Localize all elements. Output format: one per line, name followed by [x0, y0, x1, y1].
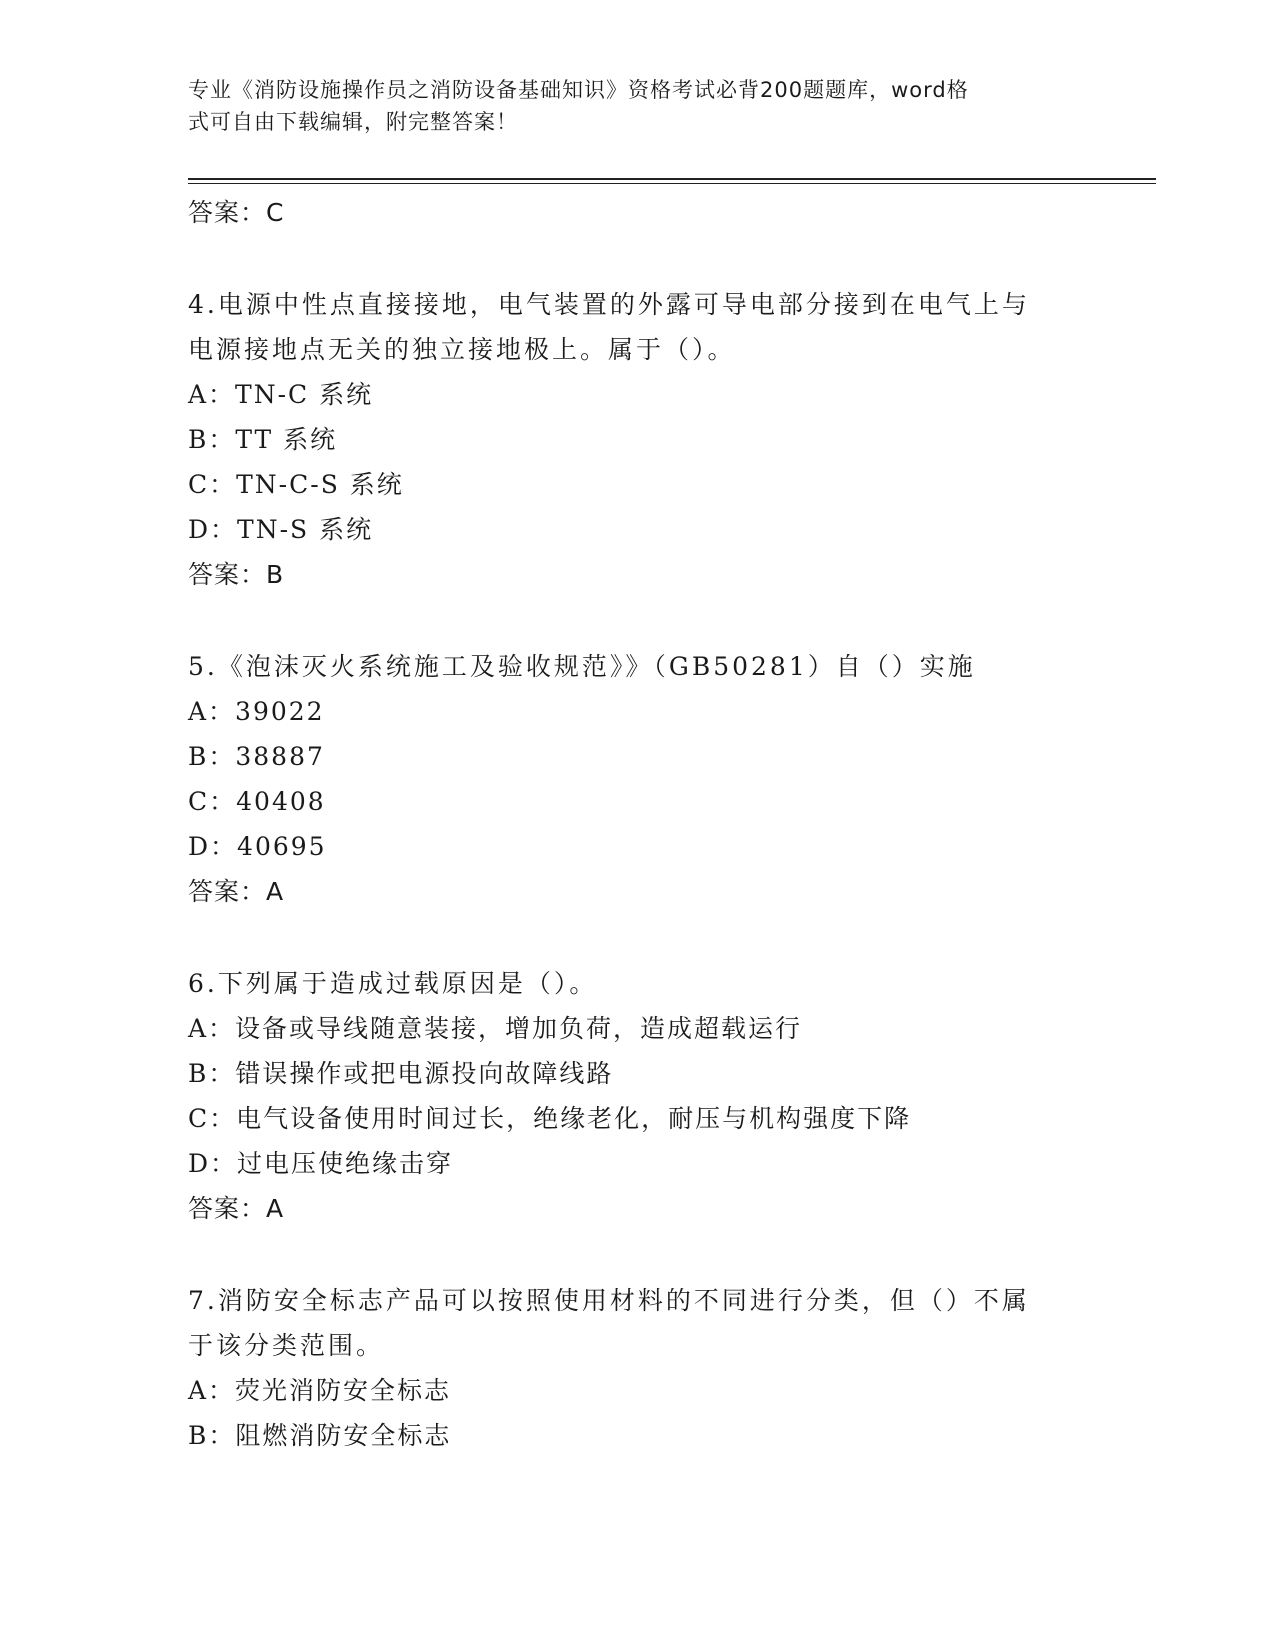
- option-d: D：过电压使绝缘击穿: [188, 1149, 454, 1178]
- option-c: C：TN-C-S 系统: [188, 470, 404, 499]
- previous-answer: [188, 190, 1088, 235]
- question-item: [188, 282, 1088, 597]
- header-divider-thick: [188, 178, 1156, 180]
- spacer: [188, 914, 1088, 961]
- option-d: D：40695: [188, 832, 327, 861]
- question-stem: [188, 282, 1088, 372]
- question-answer: [188, 1186, 1088, 1231]
- answer-label: 答案：: [188, 1194, 267, 1223]
- answer-label: 答案：: [188, 198, 267, 227]
- answer-value: C: [266, 198, 285, 227]
- header-divider-thin: [188, 183, 1156, 184]
- question-stem-line: 于该分类范围。: [188, 1331, 385, 1360]
- spacer: [188, 235, 1088, 282]
- question-stem: [188, 1278, 1088, 1368]
- option-a: A：TN-C 系统: [188, 380, 374, 409]
- question-answer: [188, 552, 1088, 597]
- option-d: D：TN-S 系统: [188, 515, 374, 544]
- answer-label: 答案：: [188, 877, 267, 906]
- question-stem-line: 6.下列属于造成过载原因是（）。: [188, 969, 598, 998]
- question-stem-line: 5.《泡沫灭火系统施工及验收规范》》（GB50281）自（）实施: [188, 652, 976, 681]
- option-b: B：TT 系统: [188, 425, 338, 454]
- option-a: A：39022: [188, 697, 325, 726]
- question-stem: [188, 961, 1088, 1006]
- question-item: [188, 961, 1088, 1231]
- question-stem: [188, 644, 1088, 689]
- question-stem-line: 4.电源中性点直接接地，电气装置的外露可导电部分接到在电气上与: [188, 290, 1030, 319]
- option-a: A：荧光消防安全标志: [188, 1376, 452, 1405]
- question-stem-line: 7.消防安全标志产品可以按照使用材料的不同进行分类，但（）不属: [188, 1286, 1030, 1315]
- spacer: [188, 1231, 1088, 1278]
- header-line-2: 式可自由下载编辑，附完整答案！: [188, 110, 518, 134]
- document-header: [188, 74, 1068, 138]
- header-line-1: 专业《消防设施操作员之消防设备基础知识》资格考试必背200题题库，word格: [188, 78, 969, 102]
- option-c: C：40408: [188, 787, 326, 816]
- question-list: [188, 190, 1088, 1458]
- answer-value: A: [266, 877, 285, 906]
- question-stem-line: 电源接地点无关的独立接地极上。属于（）。: [188, 335, 736, 364]
- option-a: A：设备或导线随意装接，增加负荷，造成超载运行: [188, 1014, 803, 1043]
- option-b: B：阻燃消防安全标志: [188, 1421, 452, 1450]
- option-c: C：电气设备使用时间过长，绝缘老化，耐压与机构强度下降: [188, 1104, 912, 1133]
- answer-value: B: [266, 560, 285, 589]
- option-b: B：错误操作或把电源投向故障线路: [188, 1059, 614, 1088]
- question-item: [188, 644, 1088, 914]
- question-answer: [188, 869, 1088, 914]
- answer-value: A: [266, 1194, 285, 1223]
- question-item: [188, 1278, 1088, 1458]
- option-b: B：38887: [188, 742, 325, 771]
- spacer: [188, 597, 1088, 644]
- answer-label: 答案：: [188, 560, 267, 589]
